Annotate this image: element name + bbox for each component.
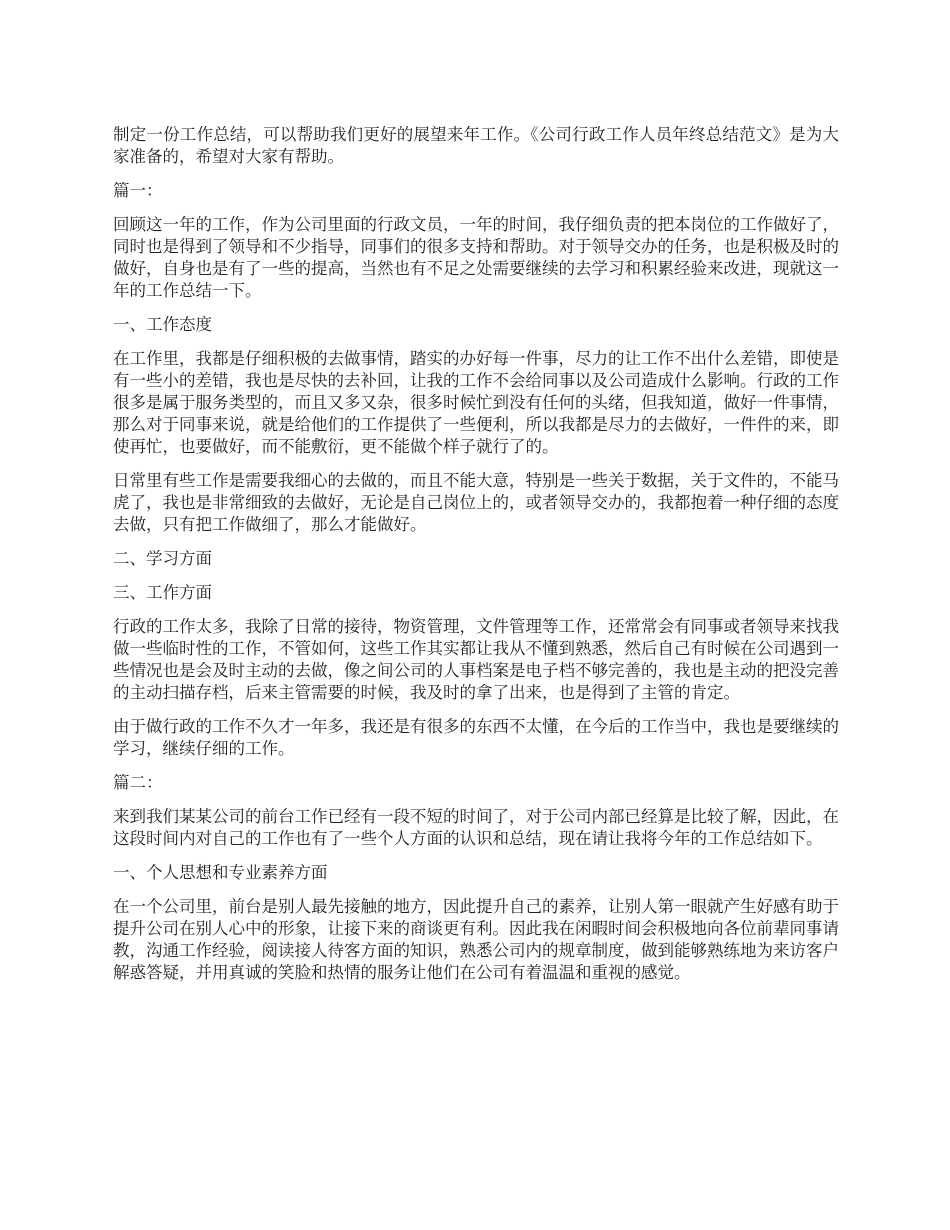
heading-learning: 二、学习方面: [113, 549, 212, 568]
part-one-review-paragraph: 回顾这一年的工作，作为公司里面的行政文员，一年的时间，我仔细负责的把本岗位的工作做好了，同时也是得到了领导和不少指导，同事们的很多支持和帮助。对于领导交办的任务，也是积极及时的做好，自身也是有了一些的提高，当然也有不足之处需要继续的去学习和积累经验来改进，现就这一年的工作总结一下。: [113, 215, 839, 300]
intro-paragraph: 制定一份工作总结，可以帮助我们更好的展望来年工作。《公司行政工作人员年终总结范文》是为大家准备的，希望对大家有帮助。: [113, 125, 839, 166]
heading-work-aspect: 三、工作方面: [113, 583, 212, 602]
document-body: [113, 124, 839, 996]
personal-quality-paragraph: 在一个公司里，前台是别人最先接触的地方，因此提升自己的素养，让别人第一眼就产生好感有助于提升公司在别人心中的形象，让接下来的商谈更有利。因此我在闲暇时间会积极地向各位前辈同事请教，沟通工作经验，阅读接人待客方面的知识，熟悉公司内的规章制度，做到能够熟练地为来访客户解惑答疑，并用真诚的笑脸和热情的服务让他们在公司有着温温和重视的感觉。: [113, 897, 839, 982]
section-heading-part-two: 篇二：: [113, 773, 163, 792]
daily-work-paragraph: 日常里有些工作是需要我细心的去做的，而且不能大意，特别是一些关于数据，关于文件的，不能马虎了，我也是非常细致的去做好，无论是自己岗位上的，或者领导交办的，我都抱着一种仔细的态度去做，只有把工作做细了，那么才能做好。: [113, 471, 839, 534]
work-attitude-paragraph: 在工作里，我都是仔细积极的去做事情，踏实的办好每一件事，尽力的让工作不出什么差错，即使是有一些小的差错，我也是尽快的去补回，让我的工作不会给同事以及公司造成什么影响。行政的工作很多是属于服务类型的，而且又多又杂，很多时候忙到没有任何的头绪，但我知道，做好一件事情，那么对于同事来说，就是给他们的工作提供了一些便利，所以我都是尽力的去做好，一件件的来，即使再忙，也要做好，而不能敷衍，更不能做个样子就行了的。: [113, 349, 839, 456]
heading-personal-quality: 一、个人思想和专业素养方面: [113, 863, 328, 882]
part-two-intro-paragraph: 来到我们某某公司的前台工作已经有一段不短的时间了，对于公司内部已经算是比较了解，因此，在这段时间内对自己的工作也有了一些个人方面的认识和总结，现在请让我将今年的工作总结如下。: [113, 807, 839, 848]
section-heading-part-one: 篇一：: [113, 181, 163, 200]
heading-work-attitude: 一、工作态度: [113, 315, 212, 334]
work-aspect-paragraph: 行政的工作太多，我除了日常的接待，物资管理，文件管理等工作，还常常会有同事或者领导来找我做一些临时性的工作，不管如何，这些工作其实都让我从不懂到熟悉，然后自己有时候在公司遇到一些情况也是会及时主动的去做，像之间公司的人事档案是电子档不够完善的，我也是主动的把没完善的主动扫描存档，后来主管需要的时候，我及时的拿了出来，也是得到了主管的肯定。: [113, 617, 839, 702]
future-learning-paragraph: 由于做行政的工作不久才一年多，我还是有很多的东西不太懂，在今后的工作当中，我也是要继续的学习，继续仔细的工作。: [113, 717, 839, 758]
